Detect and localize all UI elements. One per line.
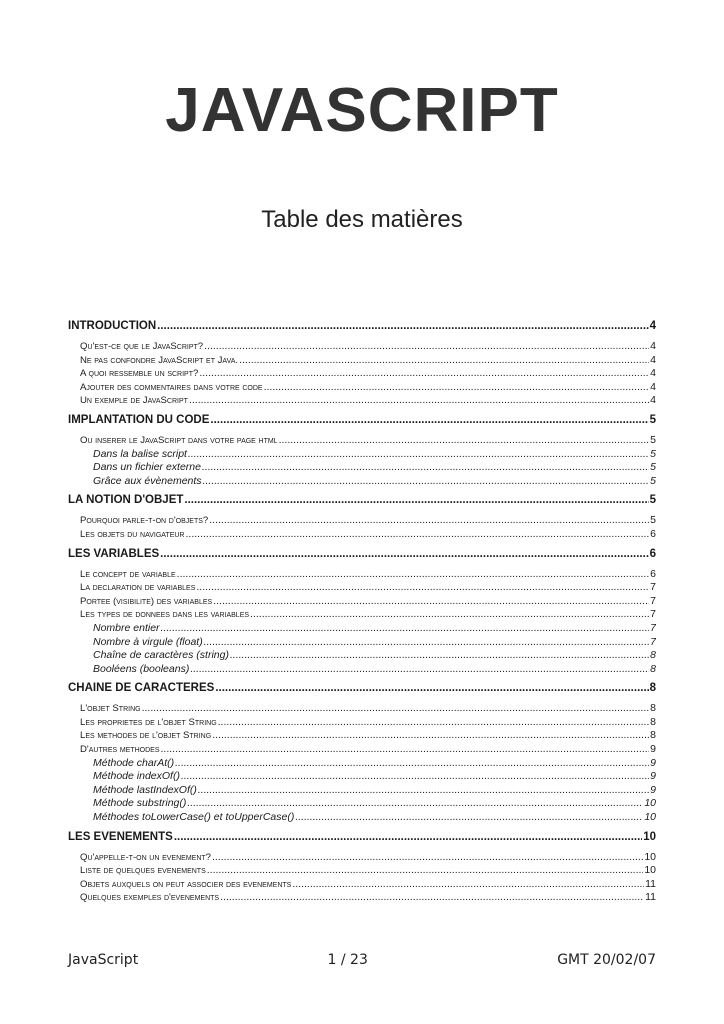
toc-entry-label: Un exemple de JavaScript: [80, 395, 188, 407]
toc-entry-label: IMPLANTATION DU CODE: [68, 413, 210, 426]
toc-dot-leader: [218, 716, 650, 730]
toc-entry-page: 11: [645, 891, 656, 904]
toc-entry-label: Le concept de variable: [80, 568, 176, 580]
toc-heading: Table des matières: [261, 206, 463, 233]
toc-entry-label: Grâce aux évènements: [93, 474, 202, 487]
toc-dot-leader: [199, 367, 649, 381]
toc-subsubsection-entry[interactable]: [68, 649, 656, 663]
toc-subsection-entry[interactable]: [68, 354, 656, 368]
toc-entry-page: 7: [650, 594, 656, 607]
toc-subsection-entry[interactable]: [68, 581, 656, 595]
toc-subsection-entry[interactable]: [68, 891, 656, 905]
toc-dot-leader: [212, 729, 649, 743]
footer-page-number: 1 / 23: [327, 952, 368, 968]
toc-entry-page: 4: [650, 394, 656, 407]
toc-dot-leader: [142, 702, 650, 716]
toc-dot-leader: [239, 354, 649, 368]
toc-subsection-entry[interactable]: [68, 608, 656, 622]
toc-entry-label: Objets auxquels on peut associer des evenements: [80, 878, 292, 890]
toc-entry-label: Ou inserer le JavaScript dans votre page html: [80, 434, 278, 446]
footer-author-date: GMT 20/02/07: [557, 952, 656, 968]
toc-subsection-entry[interactable]: [68, 434, 656, 448]
toc-dot-leader: [264, 381, 650, 395]
toc-entry-page: 6: [649, 547, 656, 560]
toc-entry-page: 8: [649, 682, 656, 695]
toc-entry-page: 9: [650, 756, 656, 769]
document-title: JAVASCRIPT: [165, 76, 559, 145]
toc-entry-label: Liste de quelques evenements: [80, 865, 206, 877]
toc-dot-leader: [292, 878, 644, 892]
toc-entry-page: 5: [649, 413, 656, 426]
toc-dot-leader: [174, 829, 642, 846]
toc-entry-page: 10: [643, 830, 656, 843]
toc-entry-page: 5: [650, 514, 656, 527]
toc-dot-leader: [196, 581, 649, 595]
toc-dot-leader: [190, 663, 649, 677]
toc-entry-page: 9: [650, 783, 656, 796]
toc-subsection-entry[interactable]: [68, 568, 656, 582]
toc-entry-page: 7: [650, 608, 656, 621]
toc-entry-label: Portee (visibilite) des variables: [80, 595, 213, 607]
toc-dot-leader: [187, 797, 643, 811]
toc-entry-label: Les types de donnees dans les variables: [80, 609, 250, 621]
toc-subsection-entry[interactable]: [68, 729, 656, 743]
toc-subsubsection-entry[interactable]: [68, 663, 656, 677]
toc-entry-page: 7: [650, 621, 656, 634]
toc-entry-page: 7: [650, 581, 656, 594]
toc-entry-label: L'objet String: [80, 703, 141, 715]
toc-dot-leader: [250, 608, 649, 622]
toc-dot-leader: [204, 636, 649, 650]
toc-dot-leader: [204, 340, 649, 354]
toc-dot-leader: [210, 412, 648, 429]
toc-entry-page: 7: [650, 635, 656, 648]
toc-subsubsection-entry[interactable]: [68, 811, 656, 825]
toc-entry-page: 8: [650, 662, 656, 675]
toc-entry-page: 6: [650, 527, 656, 540]
toc-entry-label: Dans la balise script: [93, 447, 187, 460]
toc-entry-page: 4: [649, 320, 656, 332]
toc-dot-leader: [213, 595, 649, 609]
toc-subsection-entry[interactable]: [68, 878, 656, 892]
toc-entry-label: LES EVENEMENTS: [68, 830, 173, 843]
toc-entry-label: Nombre à virgule (float): [93, 635, 203, 648]
toc-entry-label: Pourquoi parle-t-on d'objets?: [80, 515, 209, 527]
toc-subsubsection-entry[interactable]: [68, 636, 656, 650]
toc-entry-page: 5: [650, 447, 656, 460]
toc-entry-label: Booléens (booleans): [93, 662, 190, 675]
toc-entry-label: Chaîne de caractères (string): [93, 649, 229, 662]
toc-entry-label: Ajouter des commentaires dans votre code: [80, 381, 263, 393]
toc-entry-label: CHAINE DE CARACTERES: [68, 682, 215, 695]
toc-entry-page: 5: [649, 494, 656, 507]
toc-entry-page: 5: [650, 461, 656, 474]
toc-dot-leader: [212, 851, 643, 865]
toc-dot-leader: [230, 649, 649, 663]
toc-entry-label: Les objets du navigateur: [80, 528, 185, 540]
toc-entry-label: Méthode lastIndexOf(): [93, 783, 197, 796]
toc-entry-label: Qu'appelle-t-on un evenement?: [80, 851, 211, 863]
toc-entry-label: Méthodes toLowerCase() et toUpperCase(): [93, 811, 295, 824]
toc-entry-page: 4: [650, 380, 656, 393]
toc-dot-leader: [175, 757, 649, 771]
toc-subsection-entry[interactable]: [68, 394, 656, 408]
toc-subsection-entry[interactable]: [68, 851, 656, 865]
toc-entry-page: 8: [650, 702, 656, 715]
toc-section-entry[interactable]: [68, 829, 656, 846]
toc-dot-leader: [207, 864, 644, 878]
toc-subsubsection-entry[interactable]: [68, 622, 656, 636]
toc-entry-page: 10: [644, 811, 656, 824]
toc-entry-page: 10: [644, 864, 656, 877]
toc-entry-label: Ne pas confondre JavaScript et Java.: [80, 354, 239, 366]
toc-section-entry[interactable]: [68, 318, 656, 335]
toc-entry-label: Dans un fichier externe: [93, 461, 201, 474]
toc-entry-label: Méthode substring(): [93, 797, 187, 810]
toc-entry-page: 4: [650, 367, 656, 380]
toc-dot-leader: [157, 318, 648, 335]
toc-entry-label: Qu'est-ce que le JavaScript?: [80, 341, 204, 352]
toc-dot-leader: [181, 770, 649, 784]
toc-subsection-entry[interactable]: [68, 381, 656, 395]
toc-dot-leader: [188, 448, 649, 462]
toc-dot-leader: [184, 492, 648, 509]
toc-entry-label: LES VARIABLES: [68, 547, 160, 560]
toc-subsection-entry[interactable]: [68, 716, 656, 730]
toc-dot-leader: [185, 528, 649, 542]
toc-dot-leader: [215, 680, 648, 697]
toc-entry-page: 5: [650, 433, 656, 446]
toc-dot-leader: [209, 514, 649, 528]
toc-subsubsection-entry[interactable]: [68, 461, 656, 475]
toc-dot-leader: [161, 622, 650, 636]
toc-subsection-entry[interactable]: [68, 340, 656, 354]
toc-dot-leader: [203, 475, 650, 489]
toc-section-entry[interactable]: [68, 680, 656, 697]
toc-entry-label: INTRODUCTION: [68, 320, 157, 332]
toc-entry-label: La declaration de variables: [80, 582, 196, 594]
toc-subsubsection-entry[interactable]: [68, 475, 656, 489]
toc-subsubsection-entry[interactable]: [68, 797, 656, 811]
toc-subsection-entry[interactable]: [68, 743, 656, 757]
toc-dot-leader: [160, 546, 648, 563]
toc-dot-leader: [202, 461, 649, 475]
toc-entry-page: 9: [650, 743, 656, 756]
toc-entry-label: LA NOTION D'OBJET: [68, 494, 184, 507]
toc-entry-label: Méthode indexOf(): [93, 770, 180, 783]
toc-dot-leader: [189, 394, 649, 408]
toc-dot-leader: [220, 891, 644, 905]
toc-subsubsection-entry[interactable]: [68, 448, 656, 462]
toc-entry-page: 9: [650, 770, 656, 783]
toc-dot-leader: [198, 784, 649, 798]
toc-subsection-entry[interactable]: [68, 528, 656, 542]
toc-dot-leader: [295, 811, 643, 825]
toc-entry-page: 10: [644, 797, 656, 810]
toc-dot-leader: [177, 568, 649, 582]
toc-entry-label: A quoi ressemble un script?: [80, 368, 199, 380]
toc-entry-page: 4: [650, 353, 656, 366]
toc-entry-label: Les methodes de l'objet String: [80, 730, 212, 742]
toc-entry-label: D'autres methodes: [80, 744, 160, 756]
toc-subsection-entry[interactable]: [68, 367, 656, 381]
toc-entry-page: 5: [650, 474, 656, 487]
toc-entry-page: 4: [650, 340, 656, 352]
toc-section-entry[interactable]: [68, 492, 656, 509]
toc-subsection-entry[interactable]: [68, 864, 656, 878]
toc-entry-page: 8: [650, 729, 656, 742]
toc-subsection-entry[interactable]: [68, 595, 656, 609]
toc-section-entry[interactable]: [68, 412, 656, 429]
toc-subsection-entry[interactable]: [68, 702, 656, 716]
toc-subsubsection-entry[interactable]: [68, 784, 656, 798]
footer-document-name: JavaScript: [68, 952, 139, 968]
toc-entry-label: Quelques exemples d'evenements: [80, 892, 220, 904]
page-footer: [68, 952, 656, 968]
toc-dot-leader: [279, 434, 650, 448]
toc-entry-page: 11: [645, 877, 656, 890]
toc-entry-page: 10: [644, 850, 656, 863]
toc-subsection-entry[interactable]: [68, 514, 656, 528]
toc-entry-page: 8: [650, 715, 656, 728]
toc-entry-label: Les proprietes de l'objet String: [80, 716, 217, 728]
toc-entry-page: 6: [650, 567, 656, 580]
toc-section-entry[interactable]: [68, 546, 656, 563]
table-of-contents: [68, 314, 656, 905]
toc-entry-label: Nombre entier: [93, 621, 160, 634]
toc-dot-leader: [161, 743, 650, 757]
toc-entry-page: 8: [650, 649, 656, 662]
toc-subsubsection-entry[interactable]: [68, 770, 656, 784]
toc-subsubsection-entry[interactable]: [68, 757, 656, 771]
toc-entry-label: Méthode charAt(): [93, 756, 175, 769]
